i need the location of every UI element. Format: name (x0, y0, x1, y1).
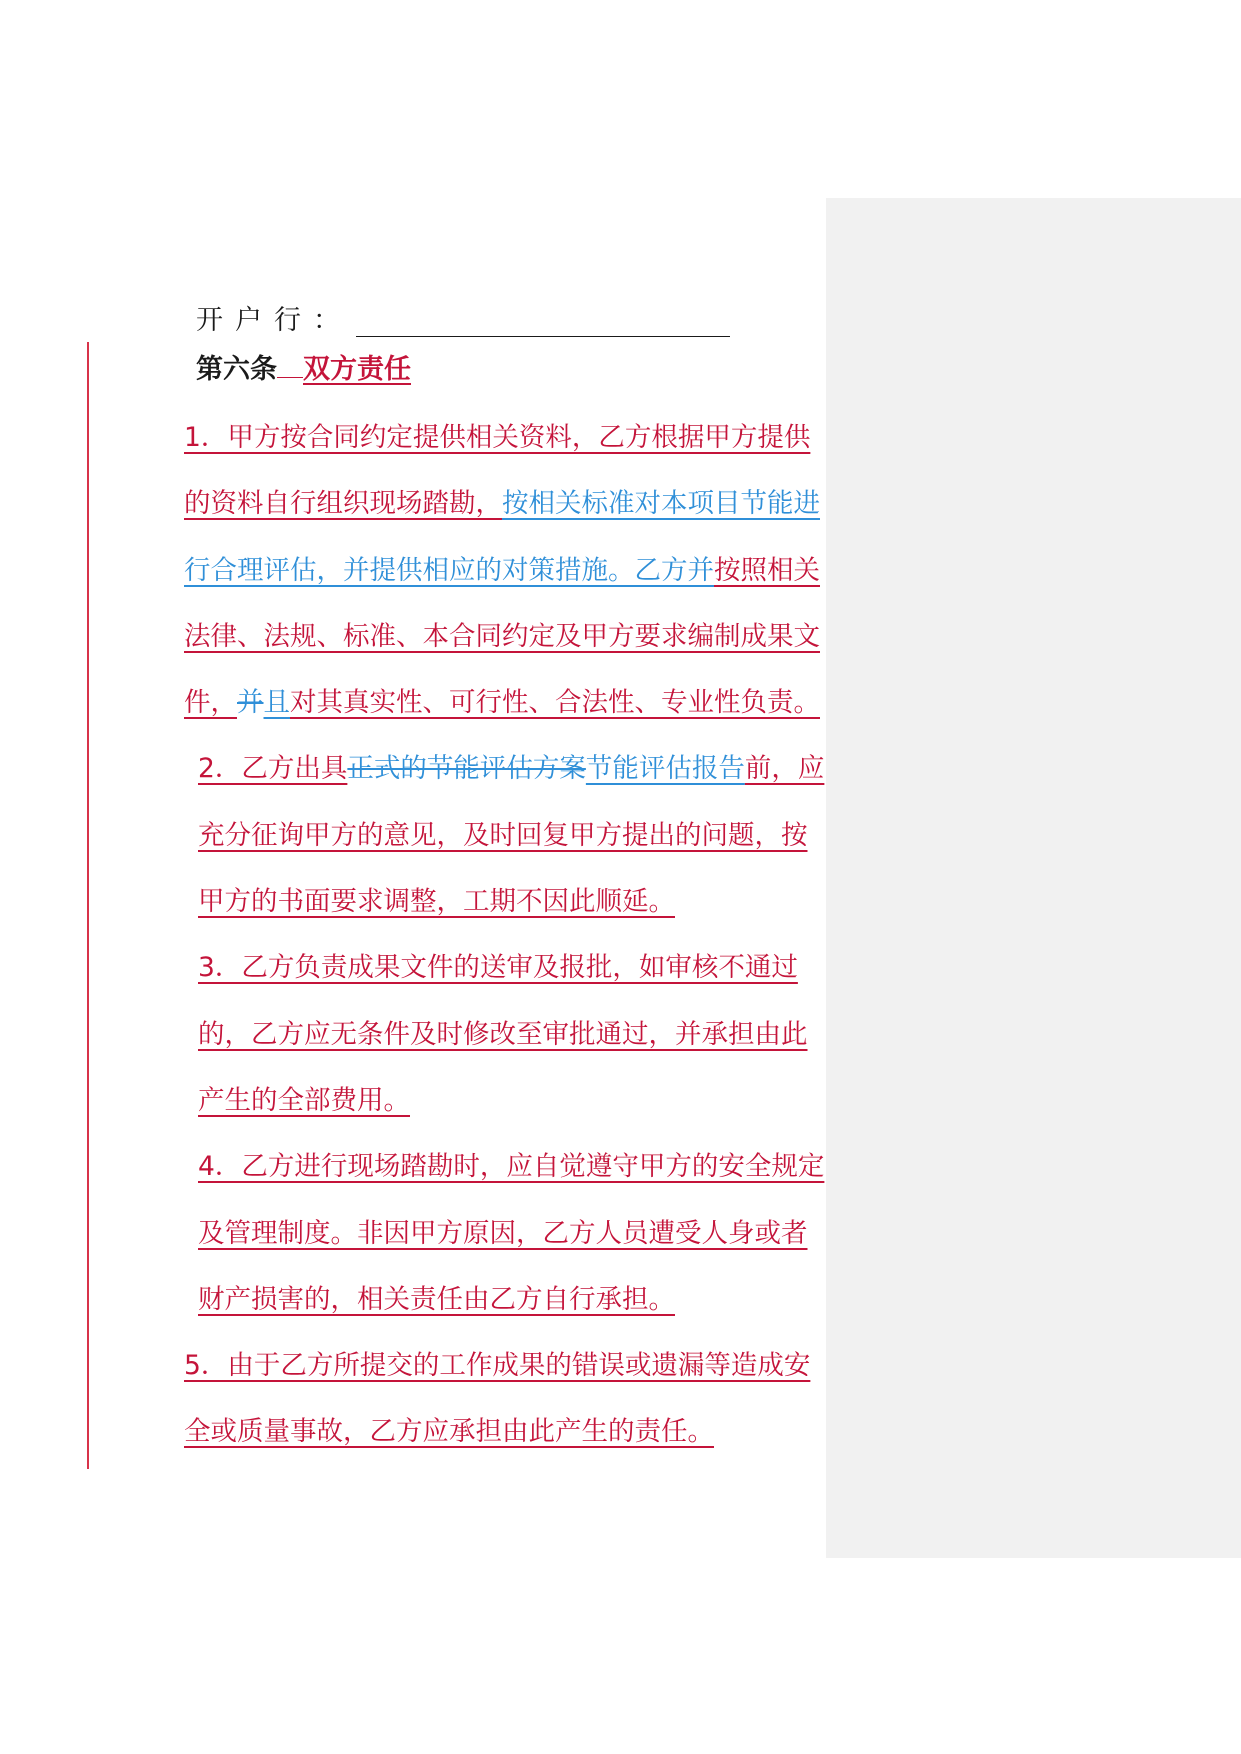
paragraph-5 (145, 1333, 829, 1466)
comment-pane (826, 198, 1241, 1558)
change-bar (87, 342, 89, 1469)
deleted-text: 并 (237, 687, 264, 719)
moved-text: 且 (263, 687, 290, 719)
article-number: 第六条 (196, 354, 277, 385)
document-body (145, 405, 829, 1466)
paragraph-4 (145, 1134, 829, 1333)
inserted-text: 3．乙方负责成果文件的送审及报批，如审核不通过的，乙方应无条件及时修改至审批通过，并承担由此产生的全部费用。 (198, 952, 808, 1116)
bank-label: 开户行： (196, 305, 352, 336)
paragraph-3 (145, 935, 829, 1134)
inserted-text: 按照相关法律、法规、标准、本合同约定及甲方要求编制成果文件， (184, 554, 820, 719)
inserted-text: 5．由于乙方所提交的工作成果的错误或遗漏等造成安全或质量事故，乙方应承担由此产生的责任。 (184, 1350, 811, 1448)
moved-text: 节能评估报告 (585, 753, 745, 785)
paragraph-2 (145, 736, 829, 935)
article-title: 双方责任 (303, 354, 411, 385)
bank-line (196, 298, 730, 337)
inserted-text: 4．乙方进行现场踏勘时，应自觉遵守甲方的安全规定及管理制度。非因甲方原因，乙方人员遭受人身或者财产损害的，相关责任由乙方自行承担。 (198, 1151, 825, 1315)
article-underline-pad (277, 351, 303, 378)
moved-text: 按相关标准对本项目节能进行合理评估，并提供相应的对策措施。乙方并 (184, 488, 820, 586)
inserted-text: 前，应充分征询甲方的意见，及时回复甲方提出的问题，按甲方的书面要求调整，工期不因此顺延。 (198, 753, 825, 918)
bank-blank (356, 304, 730, 337)
deleted-text: 正式的节能评估方案 (347, 753, 586, 785)
inserted-text: 2．乙方出具 (198, 753, 348, 785)
inserted-text: 1．甲方按合同约定提供相关资料，乙方根据甲方提供的资料自行组织现场踏勘， (184, 422, 811, 520)
paragraph-1 (145, 405, 829, 736)
inserted-text: 对其真实性、可行性、合法性、专业性负责。 (290, 687, 820, 719)
article-heading (196, 347, 411, 386)
